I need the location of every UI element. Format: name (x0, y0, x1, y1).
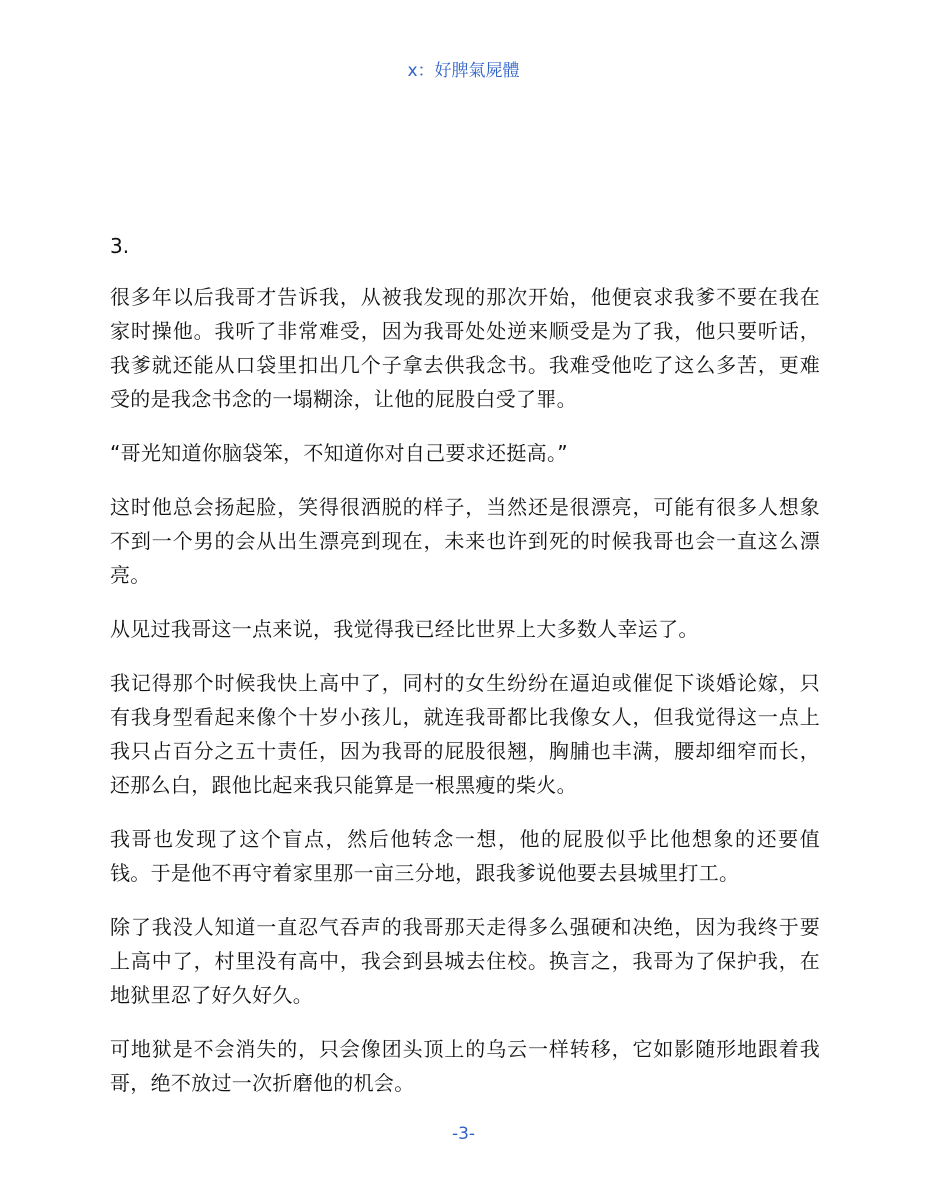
paragraph: 我记得那个时候我快上高中了，同村的女生纷纷在逼迫或催促下谈婚论嫁，只有我身型看起来像个十岁小孩儿，就连我哥都比我像女人，但我觉得这一点上我只占百分之五十责任，因为我哥的屁股很翘，胸脯也丰满，腰却细窄而长，还那么白，跟他比起来我只能算是一根黑瘦的柴火。 (110, 671, 820, 797)
document-body (110, 232, 820, 1120)
paragraph: 这时他总会扬起脸，笑得很洒脱的样子，当然还是很漂亮，可能有很多人想象不到一个男的会从出生漂亮到现在，未来也许到死的时候我哥也会一直这么漂亮。 (110, 495, 820, 587)
paragraph: 我哥也发现了这个盲点，然后他转念一想，他的屁股似乎比他想象的还要值钱。于是他不再守着家里那一亩三分地，跟我爹说他要去县城里打工。 (110, 827, 820, 885)
paragraph: “哥光知道你脑袋笨，不知道你对自己要求还挺高。” (110, 441, 568, 465)
paragraph: 从见过我哥这一点来说，我觉得我已经比世界上大多数人幸运了。 (110, 617, 699, 641)
header-title: x：好脾氣屍體 (407, 61, 520, 81)
page-number: -3- (451, 1124, 476, 1144)
page-header (0, 56, 927, 81)
paragraph: 很多年以后我哥才告诉我，从被我发现的那次开始，他便哀求我爹不要在我在家时操他。我听了非常难受，因为我哥处处逆来顺受是为了我，他只要听话，我爹就还能从口袋里扣出几个子拿去供我念书。我难受他吃了这么多苦，更难受的是我念书念的一塌糊涂，让他的屁股白受了罪。 (110, 285, 820, 411)
section-number: 3. (110, 234, 130, 258)
page-footer (0, 1124, 927, 1144)
paragraph: 除了我没人知道一直忍气吞声的我哥那天走得多么强硬和决绝，因为我终于要上高中了，村里没有高中，我会到县城去住校。换言之，我哥为了保护我，在地狱里忍了好久好久。 (110, 915, 820, 1007)
paragraph: 可地狱是不会消失的，只会像团头顶上的乌云一样转移，它如影随形地跟着我哥，绝不放过一次折磨他的机会。 (110, 1037, 820, 1095)
